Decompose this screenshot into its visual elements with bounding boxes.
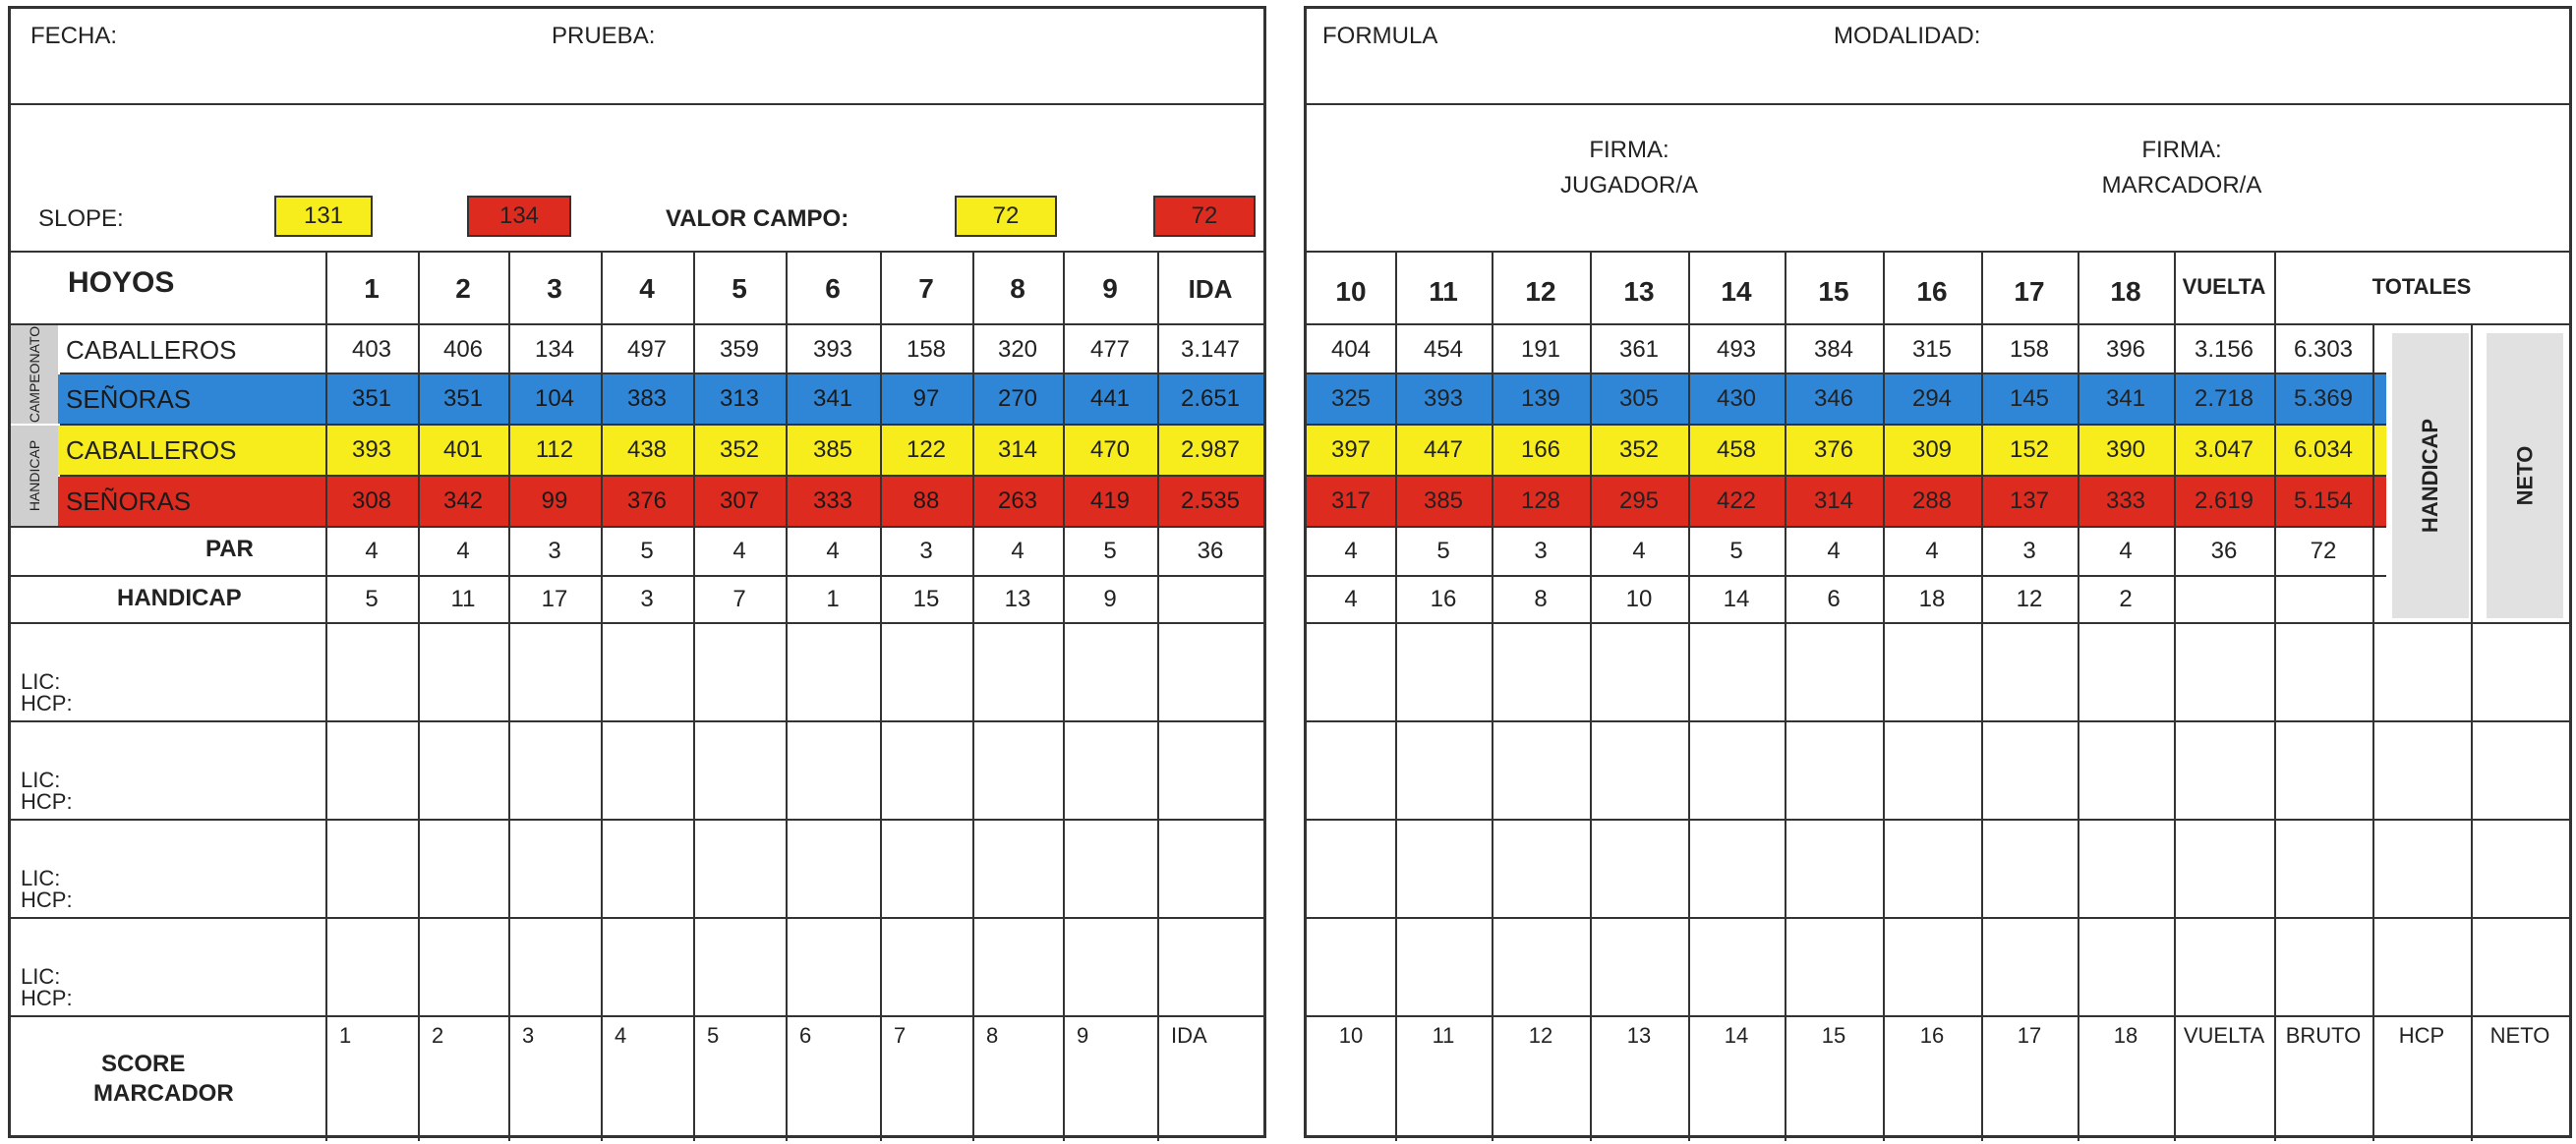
tee-distance: 346 [1813, 385, 1854, 412]
lic-label: LIC: [21, 768, 61, 792]
tee-distance: 158 [2009, 336, 2050, 363]
tee-distance: 458 [1716, 436, 1757, 463]
column-divider [693, 253, 695, 1141]
handicap-value: 8 [1534, 586, 1548, 612]
par-label: PAR [205, 536, 254, 562]
tee-distance: 393 [351, 436, 392, 463]
tee-total-course: 6.034 [2293, 436, 2354, 463]
par-value: 4 [2119, 538, 2133, 564]
right-scorecard [1304, 6, 2572, 1138]
tee-distance: 359 [719, 336, 760, 363]
valor-yellow-box: 72 [955, 196, 1057, 237]
formula-label: FORMULA [1322, 23, 1438, 49]
prueba-label: PRUEBA: [552, 23, 656, 49]
hole-number: 2 [455, 273, 471, 304]
tee-distance: 88 [912, 487, 940, 514]
score-column-number: 6 [799, 1023, 812, 1048]
score-column-number: HCP [2398, 1023, 2445, 1048]
column-divider [1063, 253, 1065, 1141]
tee-distance: 385 [812, 436, 853, 463]
tee-distance: 361 [1618, 336, 1660, 363]
score-column-number: 11 [1432, 1023, 1455, 1048]
tee-distance: 152 [2009, 436, 2050, 463]
score-label-1: SCORE [101, 1051, 186, 1077]
tee-distance: 422 [1716, 487, 1757, 514]
column-divider [1590, 253, 1592, 1141]
hole-number: 16 [1916, 276, 1948, 307]
column-divider [1883, 253, 1885, 1141]
par-value: 5 [1729, 538, 1743, 564]
score-column-number: 13 [1626, 1023, 1652, 1048]
tee-distance: 333 [812, 487, 853, 514]
tee-distance: 441 [1089, 385, 1131, 412]
par-value: 4 [365, 538, 379, 564]
tee-distance: 99 [541, 487, 568, 514]
hcp-label: HCP: [21, 986, 73, 1010]
score-column-number: 5 [707, 1023, 720, 1048]
side-tab-campeonato: CAMPEONATO [11, 325, 58, 424]
column-divider [2174, 253, 2176, 1141]
tee-distance: 385 [1423, 487, 1464, 514]
column-divider [1157, 253, 1159, 1141]
tee-distance: 315 [1911, 336, 1953, 363]
column-divider [325, 253, 327, 1141]
tee-distance: 307 [719, 487, 760, 514]
tee-total-course: 6.303 [2293, 336, 2354, 363]
tee-total-course: 5.369 [2293, 385, 2354, 412]
hole-number: 7 [918, 273, 934, 304]
tee-distance: 397 [1330, 436, 1372, 463]
handicap-value: 1 [826, 586, 840, 612]
handicap-value: 4 [1344, 586, 1358, 612]
hole-number: 17 [2014, 276, 2045, 307]
hole-number: 9 [1102, 273, 1118, 304]
handicap-value: 12 [2016, 586, 2043, 612]
par-value: 4 [1925, 538, 1939, 564]
hole-number: 14 [1721, 276, 1752, 307]
tee-total-vuelta: 3.047 [2194, 436, 2254, 463]
tee-total-ida: 3.147 [1180, 336, 1241, 363]
tee-row-label: SEÑORAS [66, 383, 192, 414]
tee-distance: 493 [1716, 336, 1757, 363]
column-divider [972, 253, 974, 1141]
tee-distance: 320 [997, 336, 1038, 363]
neto-total-box: NETO [2487, 333, 2563, 618]
par-total-ida: 36 [1197, 538, 1224, 564]
score-column-number: 4 [615, 1023, 627, 1048]
slope-yellow-box: 131 [274, 196, 373, 237]
column-divider [880, 253, 882, 1141]
hcp-label: HCP: [21, 789, 73, 814]
column-divider [2372, 325, 2374, 1141]
column-divider [2471, 325, 2473, 1141]
handicap-total-box: HANDICAP [2392, 333, 2469, 618]
par-value: 3 [548, 538, 561, 564]
tee-row-label: SEÑORAS [66, 486, 192, 516]
par-value: 4 [826, 538, 840, 564]
hole-number: 18 [2110, 276, 2141, 307]
par-value: 3 [2022, 538, 2036, 564]
handicap-value: 3 [640, 586, 654, 612]
tee-distance: 97 [912, 385, 940, 412]
tee-distance: 384 [1813, 336, 1854, 363]
score-column-number: 1 [339, 1023, 352, 1048]
score-label-2: MARCADOR [93, 1080, 234, 1107]
tee-distance: 128 [1520, 487, 1561, 514]
hole-number: 12 [1525, 276, 1556, 307]
tee-total-vuelta: 2.718 [2194, 385, 2254, 412]
tee-distance: 352 [719, 436, 760, 463]
hcp-label: HCP: [21, 691, 73, 715]
tee-distance: 396 [2105, 336, 2146, 363]
score-column-number: 9 [1077, 1023, 1089, 1048]
score-column-number: BRUTO [2285, 1023, 2362, 1048]
handicap-value: 2 [2119, 586, 2133, 612]
par-total-vuelta: 36 [2210, 538, 2238, 564]
hole-number: 13 [1623, 276, 1655, 307]
hole-number: 6 [825, 273, 841, 304]
column-divider [601, 253, 603, 1141]
tee-total-vuelta: 3.156 [2194, 336, 2254, 363]
tee-total-ida: 2.651 [1180, 385, 1241, 412]
tee-distance: 419 [1089, 487, 1131, 514]
valor-red-box: 72 [1153, 196, 1256, 237]
hole-number: 10 [1335, 276, 1367, 307]
par-value: 4 [1011, 538, 1025, 564]
tee-distance: 406 [442, 336, 484, 363]
tee-distance: 401 [442, 436, 484, 463]
par-value: 5 [1103, 538, 1117, 564]
tee-distance: 341 [2105, 385, 2146, 412]
par-value: 4 [1632, 538, 1646, 564]
tee-distance: 430 [1716, 385, 1757, 412]
column-divider [1688, 253, 1690, 1141]
lic-label: LIC: [21, 669, 61, 694]
tee-distance: 263 [997, 487, 1038, 514]
tee-distance: 438 [626, 436, 668, 463]
hole-number: 1 [364, 273, 380, 304]
tee-distance: 376 [1813, 436, 1854, 463]
handicap-value: 14 [1723, 586, 1750, 612]
handicap-value: 9 [1103, 586, 1117, 612]
tee-distance: 104 [534, 385, 575, 412]
tee-distance: 351 [442, 385, 484, 412]
score-column-number: VUELTA [2183, 1023, 2265, 1048]
hoyos-label: HOYOS [68, 266, 175, 299]
tee-row-label: CABALLEROS [66, 434, 237, 465]
tee-distance: 308 [351, 487, 392, 514]
tee-distance: 404 [1330, 336, 1372, 363]
tee-distance: 393 [812, 336, 853, 363]
par-value: 5 [640, 538, 654, 564]
tee-distance: 314 [1813, 487, 1854, 514]
tee-distance: 393 [1423, 385, 1464, 412]
handicap-value: 18 [1918, 586, 1946, 612]
tee-distance: 342 [442, 487, 484, 514]
tee-distance: 137 [2009, 487, 2050, 514]
column-divider [2078, 253, 2079, 1141]
handicap-value: 16 [1430, 586, 1457, 612]
tee-distance: 470 [1089, 436, 1131, 463]
tee-total-course: 5.154 [2293, 487, 2354, 514]
column-divider [1981, 253, 1983, 1141]
score-column-number: 7 [894, 1023, 907, 1048]
column-divider [786, 253, 788, 1141]
hole-number: 15 [1818, 276, 1849, 307]
tee-distance: 309 [1911, 436, 1953, 463]
tee-distance: 158 [906, 336, 947, 363]
tee-distance: 454 [1423, 336, 1464, 363]
par-value: 3 [1534, 538, 1548, 564]
score-column-number: 16 [1919, 1023, 1945, 1048]
slope-label: SLOPE: [38, 205, 124, 232]
score-column-number: 8 [986, 1023, 999, 1048]
tee-distance: 134 [534, 336, 575, 363]
column-divider [1395, 253, 1397, 1141]
tee-total-ida: 2.535 [1180, 487, 1241, 514]
tee-distance: 376 [626, 487, 668, 514]
valor-campo-label: VALOR CAMPO: [666, 205, 849, 232]
par-value: 3 [919, 538, 933, 564]
marcador-label: MARCADOR/A [2101, 172, 2262, 199]
handicap-label: HANDICAP [117, 585, 242, 611]
column-divider [1785, 253, 1786, 1141]
handicap-value: 7 [732, 586, 746, 612]
tee-distance: 288 [1911, 487, 1953, 514]
tee-distance: 403 [351, 336, 392, 363]
tee-distance: 313 [719, 385, 760, 412]
score-column-number: 12 [1528, 1023, 1553, 1048]
tee-distance: 122 [906, 436, 947, 463]
lic-label: LIC: [21, 866, 61, 890]
tee-distance: 145 [2009, 385, 2050, 412]
hole-number: 4 [639, 273, 655, 304]
lic-label: LIC: [21, 964, 61, 989]
hcp-label: HCP: [21, 887, 73, 912]
handicap-value: 10 [1625, 586, 1653, 612]
par-value: 4 [732, 538, 746, 564]
tee-distance: 294 [1911, 385, 1953, 412]
tee-distance: 352 [1618, 436, 1660, 463]
handicap-value: 5 [365, 586, 379, 612]
tee-distance: 497 [626, 336, 668, 363]
tee-distance: 191 [1520, 336, 1561, 363]
firma-marcador-label: FIRMA: [2141, 137, 2222, 163]
left-scorecard [8, 6, 1266, 1138]
tee-distance: 351 [351, 385, 392, 412]
ida-header: IDA [1188, 273, 1233, 304]
handicap-value: 17 [541, 586, 568, 612]
par-value: 5 [1436, 538, 1450, 564]
score-column-number: 14 [1724, 1023, 1749, 1048]
par-total-course: 72 [2310, 538, 2337, 564]
tee-distance: 447 [1423, 436, 1464, 463]
tee-distance: 341 [812, 385, 853, 412]
tee-total-vuelta: 2.619 [2194, 487, 2254, 514]
par-value: 4 [1344, 538, 1358, 564]
hole-number: 5 [732, 273, 747, 304]
modalidad-label: MODALIDAD: [1834, 23, 1981, 49]
handicap-value: 13 [1004, 586, 1031, 612]
hole-number: 8 [1010, 273, 1025, 304]
tee-distance: 295 [1618, 487, 1660, 514]
vuelta-header: VUELTA [2182, 274, 2266, 299]
tee-distance: 314 [997, 436, 1038, 463]
firma-jugador-label: FIRMA: [1589, 137, 1669, 163]
handicap-value: 6 [1827, 586, 1841, 612]
tee-distance: 333 [2105, 487, 2146, 514]
tee-distance: 139 [1520, 385, 1561, 412]
tee-distance: 325 [1330, 385, 1372, 412]
hole-number: 11 [1429, 276, 1458, 307]
tee-distance: 270 [997, 385, 1038, 412]
handicap-value: 15 [912, 586, 940, 612]
column-divider [508, 253, 510, 1141]
column-divider [1492, 253, 1493, 1141]
side-tab-handicap: HANDICAP [11, 426, 58, 526]
fecha-label: FECHA: [30, 23, 118, 49]
score-column-number: 17 [2017, 1023, 2042, 1048]
score-column-number: NETO [2489, 1023, 2550, 1048]
totales-header: TOTALES [2371, 274, 2472, 299]
tee-distance: 477 [1089, 336, 1131, 363]
score-column-number: 18 [2113, 1023, 2138, 1048]
score-column-number: 3 [522, 1023, 535, 1048]
column-divider [2274, 253, 2276, 1141]
score-column-number: 10 [1338, 1023, 1364, 1048]
jugador-label: JUGADOR/A [1559, 172, 1698, 199]
slope-red-box: 134 [467, 196, 571, 237]
column-divider [418, 253, 420, 1141]
tee-distance: 166 [1520, 436, 1561, 463]
tee-distance: 112 [535, 436, 574, 463]
hole-number: 3 [547, 273, 562, 304]
score-column-number: 2 [432, 1023, 444, 1048]
tee-distance: 305 [1618, 385, 1660, 412]
handicap-value: 11 [450, 586, 476, 612]
tee-distance: 390 [2105, 436, 2146, 463]
tee-total-ida: 2.987 [1180, 436, 1241, 463]
score-column-number: IDA [1171, 1023, 1207, 1048]
score-column-number: 15 [1821, 1023, 1846, 1048]
tee-row-label: CABALLEROS [66, 334, 237, 365]
tee-distance: 383 [626, 385, 668, 412]
par-value: 4 [456, 538, 470, 564]
par-value: 4 [1827, 538, 1841, 564]
tee-distance: 317 [1330, 487, 1372, 514]
